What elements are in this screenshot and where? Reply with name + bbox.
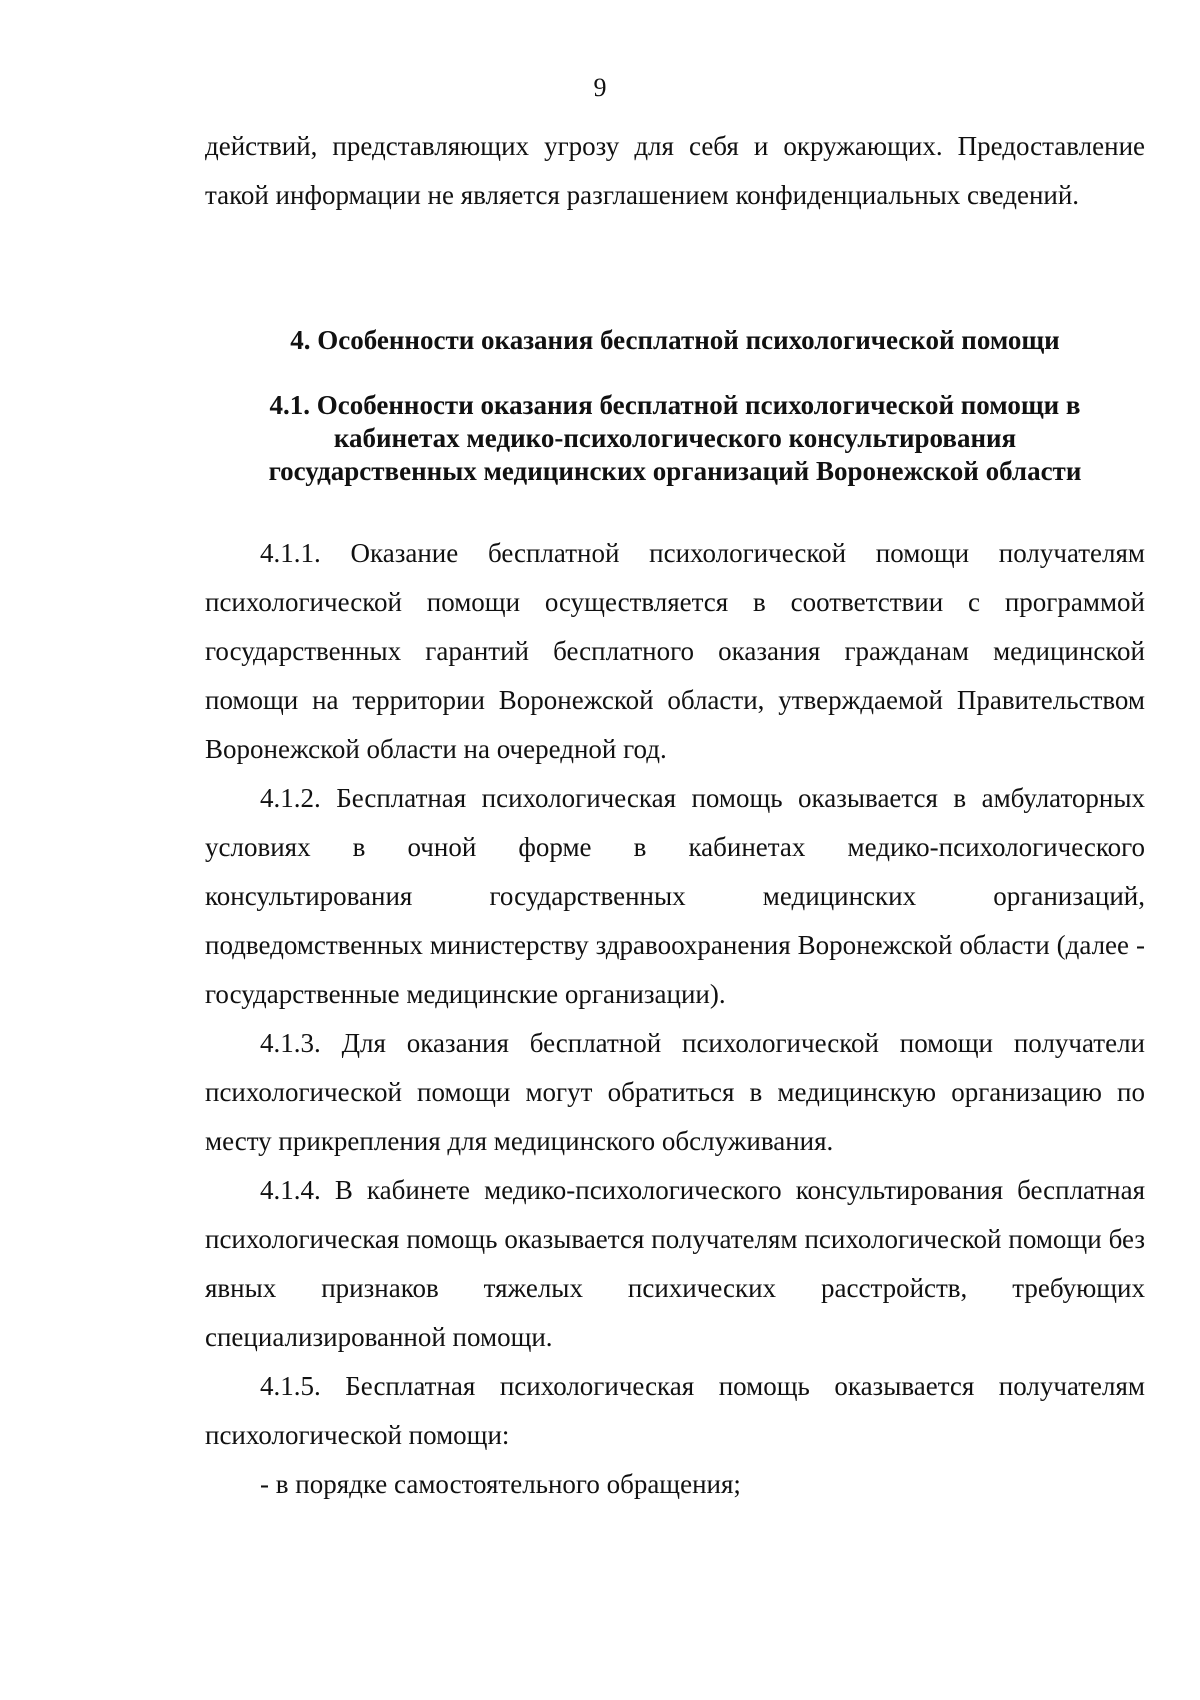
page-number: 9: [593, 73, 607, 102]
paragraph-4-1-3: 4.1.3. Для оказания бесплатной психологической помощи получатели психологической помощи могут обратиться в медицинскую организацию по месту прикрепления для медицинского обслуживания.: [205, 1028, 1145, 1156]
body-text: [205, 529, 1145, 1509]
continuation-block: [205, 122, 1145, 220]
paragraph-4-1-4: 4.1.4. В кабинете медико-психологического консультирования бесплатная психологическая помощь оказывается получателям психологической помощи без явных признаков тяжелых психических расстройств, требующих специализированной помощи.: [205, 1175, 1145, 1352]
paragraph-4-1-1: 4.1.1. Оказание бесплатной психологической помощи получателям психологической помощи осуществляется в соответствии с программой государственных гарантий бесплатного оказания гражданам медицинской помощи на территории Воронежской области, утверждаемой Правительством Воронежской области на очередной год.: [205, 538, 1145, 764]
subsection-heading-line: кабинетах медико-психологического консультирования: [333, 423, 1017, 453]
paragraph-4-1-5: 4.1.5. Бесплатная психологическая помощь оказывается получателям психологической помощи:: [205, 1371, 1145, 1450]
continuation-paragraph: действий, представляющих угрозу для себя и окружающих. Предоставление такой информации не является разглашением конфиденциальных сведений.: [205, 131, 1145, 210]
subsection-heading-line: государственных медицинских организаций Воронежской области: [268, 456, 1082, 486]
paragraph-4-1-2: 4.1.2. Бесплатная психологическая помощь оказывается в амбулаторных условиях в очной форме в кабинетах медико-психологического консультирования государственных медицинских организаций, подведомственных министерству здравоохранения Воронежской области (далее - государственные медицинские организации).: [205, 783, 1145, 1009]
subsection-heading-line: 4.1. Особенности оказания бесплатной психологической помощи в: [269, 390, 1081, 420]
subsection-heading: [205, 389, 1145, 488]
list-item: - в порядке самостоятельного обращения;: [260, 1469, 741, 1499]
section-heading: 4. Особенности оказания бесплатной психологической помощи: [290, 325, 1060, 355]
